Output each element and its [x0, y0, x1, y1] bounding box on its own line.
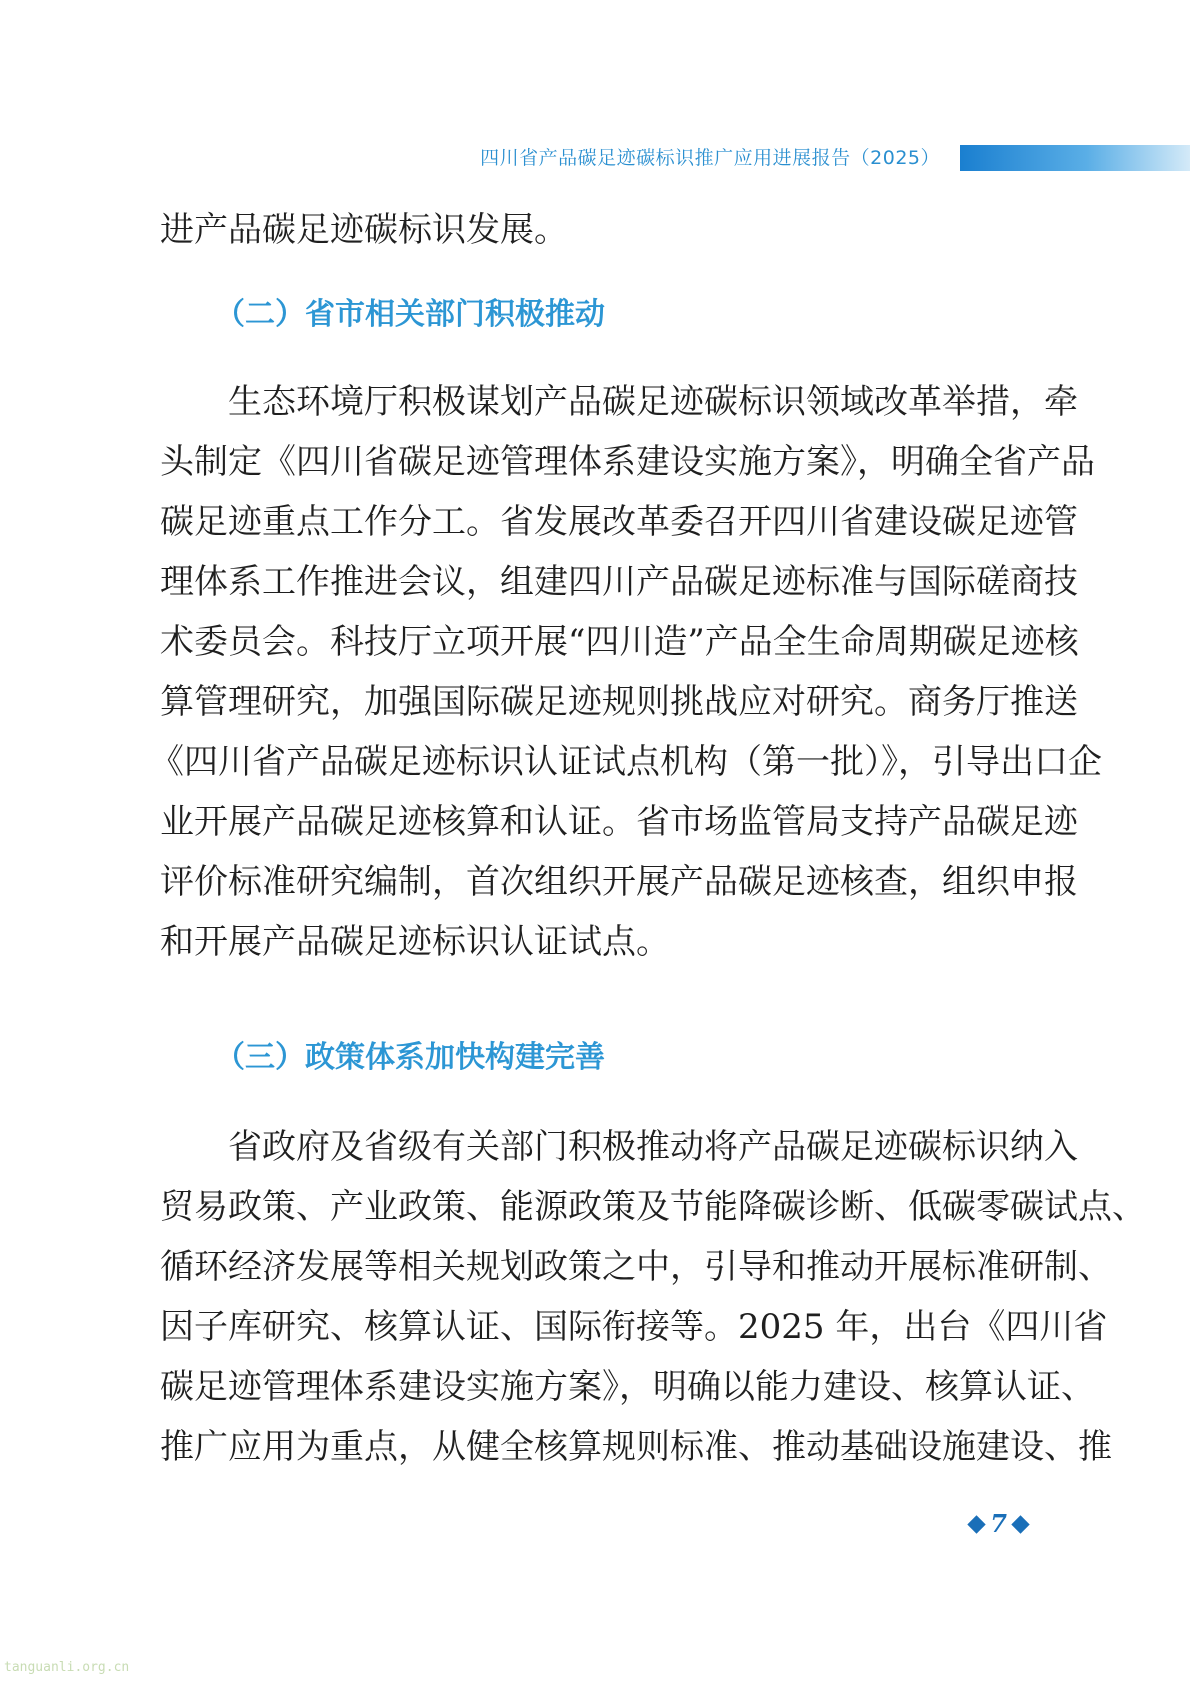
paragraph-line: 头制定《四川省碳足迹管理体系建设实施方案》，明确全省产品 — [160, 442, 1095, 482]
report-title: 四川省产品碳足迹碳标识推广应用进展报告（2025） — [480, 147, 940, 169]
page-number-value: 7 — [990, 1509, 1007, 1538]
paragraph-line: 算管理研究，加强国际碳足迹规则挑战应对研究。商务厅推送 — [160, 682, 1078, 722]
watermark: tanguanli.org.cn — [4, 1660, 130, 1675]
section-heading-2: （二）省市相关部门积极推动 — [215, 297, 605, 332]
paragraph-line: 和开展产品碳足迹标识认证试点。 — [160, 922, 670, 962]
section-heading-3: （三）政策体系加快构建完善 — [215, 1040, 605, 1075]
paragraph-line: 推广应用为重点，从健全核算规则标准、推动基础设施建设、推 — [160, 1427, 1112, 1467]
section-3-paragraph — [160, 1117, 1146, 1477]
paragraph-line: 《四川省产品碳足迹标识认证试点机构（第一批）》，引导出口企 — [150, 742, 1102, 782]
intro-paragraph — [160, 200, 1035, 260]
paragraph-line: 循环经济发展等相关规划政策之中，引导和推动开展标准研制、 — [160, 1247, 1112, 1287]
paragraph-line: 碳足迹管理体系建设实施方案》，明确以能力建设、核算认证、 — [160, 1367, 1095, 1407]
paragraph-line: 因子库研究、核算认证、国际衔接等。2025 年，出台《四川省 — [160, 1307, 1108, 1347]
header-accent-bar — [960, 145, 1190, 171]
running-header — [0, 143, 1190, 173]
section-2-paragraph — [150, 372, 1102, 972]
paragraph-line: 生态环境厅积极谋划产品碳足迹碳标识领域改革举措，牵 — [160, 382, 1078, 422]
diamond-right-icon — [1011, 1515, 1029, 1533]
paragraph-line: 进产品碳足迹碳标识发展。 — [160, 210, 568, 250]
paragraph-line: 术委员会。科技厅立项开展“四川造”产品全生命周期碳足迹核 — [160, 622, 1079, 662]
paragraph-line: 省政府及省级有关部门积极推动将产品碳足迹碳标识纳入 — [160, 1127, 1078, 1167]
paragraph-line: 理体系工作推进会议，组建四川产品碳足迹标准与国际磋商技 — [160, 562, 1078, 602]
paragraph-line: 业开展产品碳足迹核算和认证。省市场监管局支持产品碳足迹 — [160, 802, 1078, 842]
paragraph-line: 贸易政策、产业政策、能源政策及节能降碳诊断、低碳零碳试点、 — [160, 1187, 1146, 1227]
page-number — [967, 1509, 1030, 1539]
diamond-left-icon — [968, 1515, 986, 1533]
paragraph-line: 碳足迹重点工作分工。省发展改革委召开四川省建设碳足迹管 — [160, 502, 1078, 542]
paragraph-line: 评价标准研究编制，首次组织开展产品碳足迹核查，组织申报 — [160, 862, 1078, 902]
